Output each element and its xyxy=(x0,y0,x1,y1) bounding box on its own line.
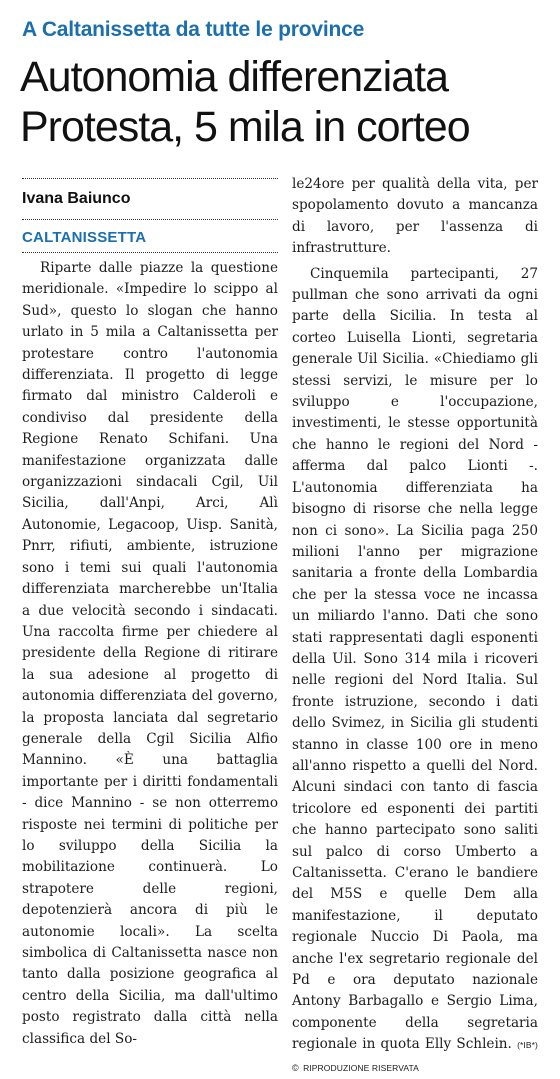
paragraph-continuation: le24ore per qualità della vita, per spopolamento dovuto a mancanza di lavoro, per l'assenza di infrastrutture. xyxy=(292,176,538,257)
headline-line-2: Protesta, 5 mila in corteo xyxy=(20,103,470,151)
column-1 xyxy=(22,258,278,1050)
divider-byline xyxy=(22,219,278,220)
signature: (*IB*) xyxy=(517,1040,538,1051)
paragraph-1: Riparte dalle piazze la questione meridionale. «Impedire lo scippo al Sud», questo lo slogan che hanno urlato in 5 mila a Caltanissetta per protestare contro l'autonomia differenziata. Il progetto di legge firmato dal ministro Calderoli e condiviso dal presidente della Regione Renato Schifani. Una manifestazione organizzata dalle organizzazioni sindacali Cgil, Uil Sicilia, dall'Anpi, Arci, Alì Autonomie, Legacoop, Uisp. Sanità, Pnrr, rifiuti, ambiente, istruzione sono i temi sui quali l'autonomia differenziata marcherebbe un'Italia a due velocità secondo i sindacati. Una raccolta firme per chiedere al presidente della Regione di ritirare la sua adesione al progetto di autonomia differenziata del governo, la proposta lanciata dal segretario generale della Cgil Sicilia Alfio Mannino. «È una battaglia importante per i diritti fondamentali - dice Mannino - se non otterremo risposte nei termini di politiche per lo sviluppo della Sicilia la mobilitazione continuerà. Lo strapotere delle regioni, depotenzierà ancora di più le autonomie locali». La scelta simbolica di Caltanissetta nasce non tanto dalla posizione geografica al centro della Sicilia, ma dall'ultimo posto registrato dalla città nella classifica del So- xyxy=(22,260,278,1047)
dateline: CALTANISSETTA xyxy=(22,229,147,246)
headline xyxy=(20,52,550,152)
byline: Ivana Baiunco xyxy=(22,190,131,207)
paragraph-2 xyxy=(292,264,538,1079)
copyright-symbol: © xyxy=(292,1062,299,1073)
copyright-notice: RIPRODUZIONE RISERVATA xyxy=(303,1062,419,1073)
paragraph-2-text: Cinquemila partecipanti, 27 pullman che sono arrivati da ogni parte della Sicilia. In testa al corteo Luisella Lionti, segretaria generale Uil Sicilia. «Chiediamo gli stessi servizi, le misure per lo sviluppo e l'occupazione, investimenti, le stesse opportunità che hanno le regioni del Nord - afferma dal palco Lionti -. L'autonomia differenziata ha bisogno di risorse che nella legge non ci sono». La Sicilia paga 250 milioni l'anno per migrazione sanitaria a fronte della Lombardia che per la stessa voce ne incassa un miliardo l'anno. Dati che sono stati rappresentati dagli esponenti della Uil. Sono 314 mila i ricoveri nelle regioni del Nord Italia. Sul fronte istruzione, secondo i dati dello Svimez, in Sicilia gli studenti stanno in classe 100 ore in meno all'anno rispetto a quelli del Nord. Alcuni sindaci con tanto di fascia tricolore ed esponenti dei partiti che hanno partecipato sono saliti sul palco di corso Umberto a Caltanissetta. C'erano le bandiere del M5S e quelle Dem alla manifestazione, il deputato regionale Nuccio Di Paola, ma anche l'ex segretario regionale del Pd e ora deputato nazionale Antony Barbagallo e Sergio Lima, componente della segretaria regionale in quota Elly Schlein. xyxy=(292,265,538,1053)
divider-dateline xyxy=(22,252,278,253)
kicker: A Caltanissetta da tutte le province xyxy=(22,18,365,41)
column-2 xyxy=(292,174,538,1079)
divider-top xyxy=(22,178,278,179)
headline-line-1: Autonomia differenziata xyxy=(20,53,448,101)
